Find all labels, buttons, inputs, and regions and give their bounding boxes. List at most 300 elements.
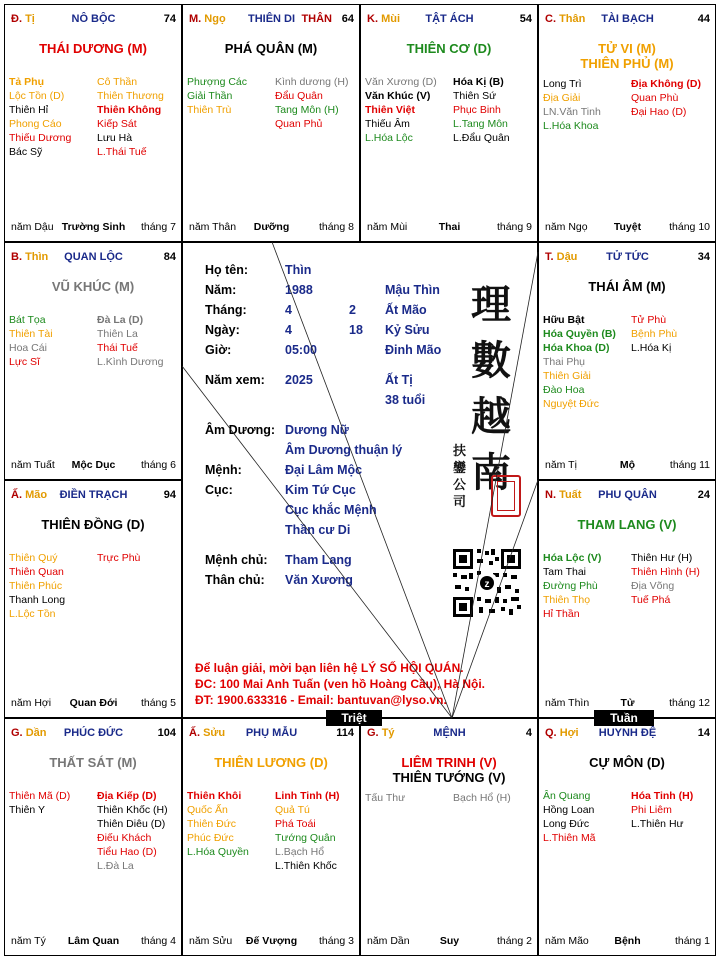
- minor-star[interactable]: Tấu Thư: [365, 792, 406, 804]
- heavenly-stem: N.: [545, 489, 556, 501]
- palace-footer: [545, 697, 710, 711]
- minor-stars-right: [97, 789, 168, 873]
- minor-star[interactable]: Thiên Phúc: [9, 580, 63, 592]
- minor-star[interactable]: Thiên Diêu (D): [97, 818, 166, 830]
- trang-sinh-stage: Suy: [439, 935, 460, 947]
- palace-month: tháng 10: [669, 221, 710, 233]
- minor-star[interactable]: Văn Khúc (V): [365, 90, 431, 102]
- palace-header: [189, 727, 354, 743]
- palace-footer: [11, 935, 176, 949]
- minor-star[interactable]: Phục Binh: [453, 104, 501, 116]
- minor-star[interactable]: Thiếu Dương: [9, 132, 72, 144]
- palace-footer: [367, 935, 532, 949]
- palace-name: HUYNH ĐỆ: [598, 727, 657, 739]
- palace-year: năm Mão: [545, 935, 589, 947]
- minor-star[interactable]: Thanh Long: [9, 594, 66, 606]
- palace-month: tháng 4: [140, 935, 176, 947]
- trang-sinh-stage: Tử: [620, 697, 635, 709]
- minor-star[interactable]: Thai Phụ: [543, 356, 586, 368]
- minor-stars-right: [453, 75, 510, 145]
- heavenly-stem: T.: [545, 251, 554, 263]
- main-star[interactable]: THÁI DƯƠNG (M): [39, 41, 147, 56]
- main-star[interactable]: THẤT SÁT (M): [49, 755, 137, 770]
- minor-star[interactable]: Thiên Khôi: [187, 790, 242, 802]
- minor-star[interactable]: Địa Không (D): [631, 78, 701, 90]
- minor-star[interactable]: Long Trì: [543, 78, 582, 90]
- minor-star[interactable]: Thiên Không: [97, 104, 162, 116]
- minor-stars-right: [453, 791, 511, 805]
- minor-star[interactable]: Tiểu Hao (D): [97, 846, 157, 858]
- palace-name: NÔ BỘC: [71, 13, 116, 25]
- info-label: Năm xem:: [205, 373, 265, 387]
- palace-header: [545, 13, 710, 29]
- palace-cell-thin[interactable]: [4, 242, 182, 480]
- minor-stars-left: [9, 551, 65, 621]
- qr-code[interactable]: [451, 547, 523, 619]
- minor-star[interactable]: Kiếp Sát: [97, 118, 137, 130]
- palace-cell-mui[interactable]: [360, 4, 538, 242]
- palace-year: năm Tuất: [11, 459, 55, 471]
- minor-stars-left: [365, 791, 405, 805]
- info-label: Mệnh chủ:: [205, 553, 268, 567]
- palace-year: năm Sửu: [189, 935, 233, 947]
- heavenly-stem: K.: [367, 13, 378, 25]
- minor-star[interactable]: L.Thiên Khốc: [275, 860, 337, 872]
- earthly-branch: Thìn: [25, 251, 49, 263]
- palace-footer: [189, 935, 354, 949]
- minor-star[interactable]: Phá Toái: [275, 818, 316, 830]
- trang-sinh-stage: Đế Vượng: [245, 935, 298, 947]
- trang-sinh-stage: Thai: [438, 221, 461, 233]
- heavenly-stem: Q.: [545, 727, 557, 739]
- heavenly-stem: Ấ.: [189, 727, 200, 739]
- minor-star[interactable]: Thiên Quan: [9, 566, 64, 578]
- svg-text:z: z: [484, 579, 490, 590]
- triet-tag: Triệt: [326, 710, 382, 726]
- minor-star[interactable]: Địa Kiếp (D): [97, 790, 157, 802]
- minor-star[interactable]: Điếu Khách: [97, 832, 152, 844]
- heavenly-stem: C.: [545, 13, 556, 25]
- minor-star[interactable]: Phượng Các: [187, 76, 248, 88]
- minor-star[interactable]: Đà La (D): [97, 314, 144, 326]
- info-value: 05:00: [285, 343, 317, 357]
- main-star[interactable]: THIÊN CƠ (D): [406, 41, 492, 56]
- minor-star[interactable]: L.Thiên Hư: [631, 818, 684, 830]
- minor-stars-right: [631, 313, 677, 355]
- minor-star[interactable]: L.Thái Tuế: [97, 146, 147, 158]
- palace-footer: [367, 221, 532, 235]
- minor-stars-right: [631, 789, 693, 831]
- minor-stars-left: [543, 77, 601, 133]
- minor-star[interactable]: Hồng Loan: [543, 804, 595, 816]
- minor-stars-right: [97, 551, 140, 565]
- minor-star[interactable]: Địa Giải: [543, 92, 581, 104]
- minor-star[interactable]: Bệnh Phù: [631, 328, 678, 340]
- calligraphy-char: 南: [471, 449, 511, 496]
- minor-star[interactable]: Đường Phù: [543, 580, 598, 592]
- heavenly-stem: Ấ.: [11, 489, 22, 501]
- contact-line[interactable]: ĐT: 1900.633316 - Email: bantuvan@lyso.vn.: [195, 693, 447, 707]
- minor-star[interactable]: Hữu Bật: [543, 314, 585, 326]
- minor-stars-left: [9, 313, 53, 369]
- info-value: Thìn: [285, 263, 312, 277]
- minor-star[interactable]: Long Đức: [543, 818, 590, 830]
- minor-star[interactable]: Thiên Mã (D): [9, 790, 71, 802]
- minor-star[interactable]: Thiên Hỉ: [9, 104, 49, 116]
- minor-star[interactable]: Nguyệt Đức: [543, 398, 600, 410]
- info-value: Dương Nữ: [285, 423, 349, 437]
- trang-sinh-stage: Tuyệt: [613, 221, 642, 233]
- company-vertical-text: 扶鑾公司: [453, 444, 467, 510]
- info-value: 4: [285, 323, 292, 337]
- minor-star[interactable]: Văn Xương (D): [365, 76, 437, 88]
- minor-star[interactable]: Hỉ Thần: [543, 608, 580, 620]
- palace-number: 64: [341, 13, 354, 25]
- minor-star[interactable]: Thiên Tài: [9, 328, 53, 340]
- minor-star[interactable]: Tướng Quân: [275, 832, 336, 844]
- palace-month: tháng 3: [318, 935, 354, 947]
- earthly-branch: Hợi: [559, 727, 579, 739]
- trang-sinh-stage: Lâm Quan: [67, 935, 120, 947]
- info-label: Âm Dương:: [205, 423, 276, 437]
- minor-star[interactable]: Quốc Ấn: [187, 804, 228, 816]
- minor-star[interactable]: Bạch Hổ (H): [453, 792, 511, 804]
- palace-footer: [545, 459, 710, 473]
- minor-star[interactable]: Đẩu Quân: [275, 90, 323, 102]
- minor-star[interactable]: Ân Quang: [543, 790, 591, 802]
- palace-month: tháng 2: [496, 935, 532, 947]
- minor-star[interactable]: L.Hóa Quyền: [187, 846, 249, 858]
- trang-sinh-stage: Trường Sinh: [61, 221, 126, 233]
- info-label: Cục:: [205, 483, 233, 497]
- info-can-chi: Ất Mão: [385, 303, 427, 317]
- palace-header: [11, 489, 176, 505]
- trang-sinh-stage: Quan Đới: [69, 697, 118, 709]
- main-star[interactable]: THAM LANG (V): [577, 517, 677, 532]
- minor-star[interactable]: LN.Văn Tinh: [543, 106, 601, 118]
- than-marker: THÂN: [301, 13, 332, 25]
- info-can-chi: 38 tuổi: [385, 393, 426, 407]
- palace-name: TẬT ÁCH: [425, 13, 474, 25]
- palace-month: tháng 9: [496, 221, 532, 233]
- minor-star[interactable]: Lộc Tồn (D): [9, 90, 65, 102]
- earthly-branch: Tuất: [559, 489, 582, 501]
- palace-year: năm Tý: [11, 935, 46, 947]
- palace-header: [367, 727, 532, 743]
- minor-stars-right: [97, 75, 164, 159]
- info-can-chi: Kỷ Sửu: [385, 323, 430, 337]
- calligraphy-char: 越: [471, 393, 511, 440]
- palace-cell-ngo[interactable]: [182, 4, 360, 242]
- tuan-tag: Tuần: [594, 710, 654, 726]
- palace-header: [189, 13, 354, 29]
- minor-star[interactable]: Hóa Quyền (B): [543, 328, 616, 340]
- palace-name: TỬ TỨC: [606, 251, 649, 263]
- info-label: Năm:: [205, 283, 237, 297]
- minor-stars-right: [97, 313, 163, 369]
- palace-cell-ty[interactable]: [360, 718, 538, 956]
- palace-footer: [545, 221, 710, 235]
- center-info-panel: [182, 242, 538, 718]
- palace-month: tháng 1: [674, 935, 710, 947]
- minor-star[interactable]: Linh Tinh (H): [275, 790, 340, 802]
- trang-sinh-stage: Bệnh: [614, 935, 641, 947]
- earthly-branch: Dậu: [556, 251, 578, 263]
- info-label: Tháng:: [205, 303, 247, 317]
- palace-month: tháng 6: [140, 459, 176, 471]
- palace-header: [11, 251, 176, 267]
- heavenly-stem: Đ.: [11, 13, 22, 25]
- palace-header: [545, 489, 710, 505]
- palace-number: 114: [336, 727, 354, 739]
- minor-star[interactable]: Tang Môn (H): [275, 104, 339, 116]
- palace-number: 74: [163, 13, 176, 25]
- minor-star[interactable]: Thiên Hình (H): [631, 566, 700, 578]
- palace-number: 4: [525, 727, 532, 739]
- minor-star[interactable]: L.Kình Dương: [97, 356, 164, 368]
- minor-stars-left: [9, 75, 71, 159]
- minor-stars-left: [543, 789, 596, 845]
- main-star[interactable]: THIÊN PHỦ (M): [580, 56, 674, 71]
- palace-name: MỆNH: [433, 727, 466, 739]
- earthly-branch: Sửu: [203, 727, 226, 739]
- palace-cell-dau[interactable]: [538, 242, 716, 480]
- palace-number: 24: [697, 489, 710, 501]
- minor-star[interactable]: Thiên La: [97, 328, 138, 340]
- palace-header: [367, 13, 532, 29]
- minor-stars-left: [9, 789, 70, 817]
- palace-year: năm Dần: [367, 935, 410, 947]
- minor-star[interactable]: L.Tang Môn: [453, 118, 508, 130]
- earthly-branch: Ngọ: [204, 13, 226, 25]
- minor-star[interactable]: L.Hóa Khoa: [543, 120, 599, 132]
- palace-name: ĐIỀN TRẠCH: [59, 489, 128, 501]
- earthly-branch: Mùi: [381, 13, 401, 25]
- earthly-branch: Tị: [25, 13, 35, 25]
- minor-star[interactable]: Bác Sỹ: [9, 146, 43, 158]
- minor-star[interactable]: Thiên Y: [9, 804, 45, 816]
- info-can-chi: Đinh Mão: [385, 343, 442, 357]
- minor-star[interactable]: Thiếu Âm: [365, 118, 410, 130]
- info-can-chi: Mậu Thìn: [385, 283, 440, 297]
- main-star[interactable]: THÁI ÂM (M): [588, 279, 666, 294]
- contact-line: Để luận giải, mời bạn liên hệ LÝ SỐ HỘI QUÁN.: [195, 661, 464, 675]
- minor-star[interactable]: Tam Thai: [543, 566, 586, 578]
- palace-cell-ti[interactable]: [4, 4, 182, 242]
- minor-star[interactable]: Hoa Cái: [9, 342, 47, 354]
- palace-header: [545, 727, 710, 743]
- minor-star[interactable]: Hóa Khoa (D): [543, 342, 610, 354]
- info-value: 2025: [285, 373, 313, 387]
- info-value: 4: [285, 303, 292, 317]
- main-star[interactable]: THIÊN ĐỒNG (D): [41, 517, 145, 532]
- minor-star[interactable]: Lưu Hà: [97, 132, 133, 144]
- minor-star[interactable]: Thiên Sứ: [453, 90, 497, 102]
- palace-header: [11, 727, 176, 743]
- palace-year: năm Ngọ: [545, 221, 588, 233]
- palace-number: 94: [163, 489, 176, 501]
- minor-star[interactable]: Quả Tú: [275, 804, 310, 816]
- palace-cell-mao[interactable]: [4, 480, 182, 718]
- heavenly-stem: M.: [189, 13, 202, 25]
- contact-line: ĐC: 100 Mai Anh Tuấn (ven hồ Hoàng Cầu), Hà Nội.: [195, 677, 486, 691]
- palace-name: THIÊN DI: [247, 13, 296, 25]
- minor-stars-left: [187, 75, 247, 117]
- red-seal-stamp: [491, 475, 521, 517]
- palace-month: tháng 5: [140, 697, 176, 709]
- minor-star[interactable]: Đại Hao (D): [631, 106, 687, 118]
- minor-star[interactable]: L.Hóa Lộc: [365, 132, 413, 144]
- minor-stars-right: [631, 551, 700, 607]
- minor-star[interactable]: Hóa Lộc (V): [543, 552, 602, 564]
- palace-footer: [545, 935, 710, 949]
- main-star[interactable]: TỬ VI (M): [598, 41, 656, 56]
- palace-footer: [11, 221, 176, 235]
- minor-star[interactable]: Thiên Giải: [543, 370, 591, 382]
- calligraphy-char: 理: [471, 281, 511, 328]
- minor-star[interactable]: Phi Liêm: [631, 804, 672, 816]
- trang-sinh-stage: Dưỡng: [253, 221, 290, 233]
- palace-number: 34: [697, 251, 710, 263]
- palace-cell-tuat[interactable]: [538, 480, 716, 718]
- palace-year: năm Dậu: [11, 221, 54, 233]
- palace-header: [11, 13, 176, 29]
- minor-star[interactable]: Thiên Trù: [187, 104, 232, 116]
- earthly-branch: Tý: [381, 727, 395, 739]
- palace-footer: [11, 459, 176, 473]
- minor-star[interactable]: Phúc Đức: [187, 832, 234, 844]
- minor-star[interactable]: Thái Tuế: [97, 342, 138, 354]
- palace-footer: [189, 221, 354, 235]
- minor-stars-right: [631, 77, 701, 119]
- info-value: Âm Dương thuận lý: [285, 443, 403, 457]
- main-star[interactable]: PHÁ QUÂN (M): [224, 41, 318, 56]
- minor-star[interactable]: Quan Phủ: [275, 118, 323, 130]
- minor-star[interactable]: Tử Phù: [631, 314, 667, 326]
- palace-month: tháng 12: [669, 697, 710, 709]
- minor-star[interactable]: Giải Thần: [187, 90, 233, 102]
- minor-star[interactable]: Bát Tọa: [9, 314, 46, 326]
- info-value: Văn Xương: [285, 573, 353, 587]
- info-label: Ngày:: [205, 323, 240, 337]
- minor-star[interactable]: L.Lộc Tồn: [9, 608, 56, 620]
- heavenly-stem: G.: [11, 727, 23, 739]
- info-label: Giờ:: [205, 343, 232, 357]
- palace-name: PHÚC ĐỨC: [63, 727, 124, 739]
- main-star[interactable]: CỰ MÔN (D): [589, 755, 665, 770]
- info-label: Họ tên:: [205, 263, 249, 277]
- minor-star[interactable]: Quan Phù: [631, 92, 679, 104]
- palace-header: [545, 251, 710, 267]
- palace-number: 14: [697, 727, 710, 739]
- calligraphy-char: 數: [471, 337, 511, 384]
- info-value: Kim Tứ Cục: [285, 483, 356, 497]
- palace-year: năm Hợi: [11, 697, 52, 709]
- main-star[interactable]: LIÊM TRINH (V): [401, 755, 497, 770]
- minor-star[interactable]: L.Thiên Mã: [543, 832, 596, 844]
- info-value: 1988: [285, 283, 313, 297]
- trang-sinh-stage: Mộc Dục: [71, 459, 116, 471]
- minor-star[interactable]: Lực Sĩ: [9, 356, 40, 368]
- minor-star[interactable]: Cô Thần: [97, 76, 138, 88]
- minor-stars-left: [187, 789, 249, 859]
- minor-star[interactable]: Trực Phù: [97, 552, 141, 564]
- info-label: Thân chủ:: [205, 573, 265, 587]
- palace-year: năm Tị: [545, 459, 577, 471]
- info-value: Thần cư Di: [285, 523, 351, 537]
- heavenly-stem: B.: [11, 251, 22, 263]
- minor-star[interactable]: Tuế Phá: [631, 594, 671, 606]
- minor-star[interactable]: Hóa Tinh (H): [631, 790, 694, 802]
- minor-star[interactable]: Tả Phụ: [9, 76, 45, 88]
- palace-name: TÀI BẠCH: [601, 13, 654, 25]
- info-value: Đại Lâm Mộc: [285, 463, 363, 477]
- minor-star[interactable]: Thiên Thương: [97, 90, 164, 102]
- minor-star[interactable]: L.Hóa Kị: [631, 342, 672, 354]
- heavenly-stem: G.: [367, 727, 379, 739]
- palace-name: PHU QUÂN: [598, 489, 657, 501]
- minor-star[interactable]: Thiên Việt: [365, 104, 415, 116]
- minor-star[interactable]: Thiên Khốc (H): [97, 804, 168, 816]
- palace-year: năm Thìn: [545, 697, 590, 709]
- info-value: Cục khắc Mệnh: [285, 503, 377, 517]
- palace-cell-hoi[interactable]: [538, 718, 716, 956]
- info-value-secondary: 2: [349, 303, 356, 317]
- palace-month: tháng 8: [318, 221, 354, 233]
- palace-month: tháng 11: [669, 459, 710, 471]
- earthly-branch: Mão: [25, 489, 48, 501]
- minor-star[interactable]: Thiên Hư (H): [631, 552, 693, 564]
- main-star[interactable]: VŨ KHÚC (M): [51, 279, 135, 294]
- minor-star[interactable]: Phong Cáo: [9, 118, 62, 130]
- palace-year: năm Thân: [189, 221, 237, 233]
- palace-number: 104: [157, 727, 176, 739]
- earthly-branch: Thân: [559, 13, 586, 25]
- minor-star[interactable]: L.Bạch Hổ: [275, 846, 325, 858]
- minor-stars-right: [275, 75, 348, 131]
- minor-star[interactable]: Đào Hoa: [543, 384, 585, 396]
- palace-number: 84: [163, 251, 176, 263]
- minor-star[interactable]: L.Đà La: [97, 860, 134, 872]
- palace-number: 44: [697, 13, 710, 25]
- palace-cell-than[interactable]: [538, 4, 716, 242]
- info-can-chi: Ất Tị: [385, 373, 413, 387]
- info-value-secondary: 18: [349, 323, 363, 337]
- main-star[interactable]: THIÊN TƯỚNG (V): [392, 770, 506, 785]
- minor-star[interactable]: Hóa Kị (B): [453, 76, 504, 88]
- minor-star[interactable]: Thiên Quý: [9, 552, 58, 564]
- minor-stars-left: [365, 75, 437, 145]
- info-label: Mệnh:: [205, 463, 242, 477]
- minor-stars-left: [543, 313, 616, 411]
- info-value: Tham Lang: [285, 553, 352, 567]
- main-star[interactable]: THIÊN LƯƠNG (D): [214, 755, 328, 770]
- earthly-branch: Dần: [25, 727, 47, 739]
- trang-sinh-stage: Mộ: [619, 459, 636, 471]
- minor-star[interactable]: L.Đẩu Quân: [453, 132, 510, 144]
- minor-star[interactable]: Địa Võng: [631, 580, 675, 592]
- palace-name: PHỤ MẪU: [245, 727, 298, 739]
- palace-year: năm Mùi: [367, 221, 408, 233]
- minor-star[interactable]: Thiên Đức: [187, 818, 237, 830]
- minor-stars-left: [543, 551, 601, 621]
- minor-star[interactable]: Kình dương (H): [275, 76, 349, 88]
- palace-cell-dan[interactable]: [4, 718, 182, 956]
- palace-name: QUAN LỘC: [64, 251, 123, 263]
- minor-star[interactable]: Thiên Thọ: [543, 594, 591, 606]
- palace-number: 54: [519, 13, 532, 25]
- palace-cell-suu[interactable]: [182, 718, 360, 956]
